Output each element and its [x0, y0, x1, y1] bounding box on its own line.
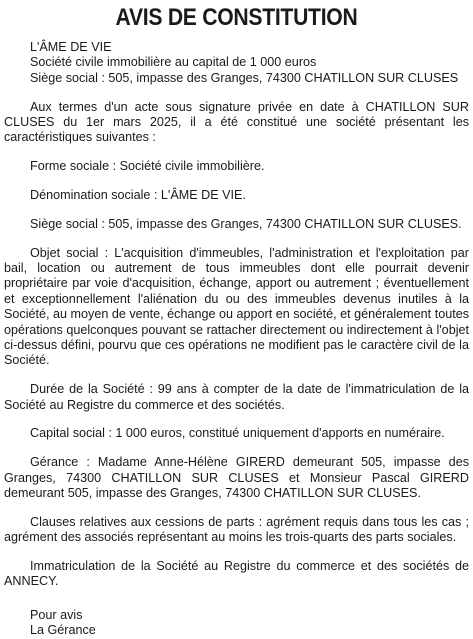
paragraph-immatriculation: Immatriculation de la Société au Registre du commerce et des sociétés de ANNECY.: [4, 559, 469, 589]
paragraph-intro: Aux termes d'un acte sous signature privée en date à CHATILLON SUR CLUSES du 1er mars 2025, il a été constitué une société présentant les caractéristiques suivantes :: [4, 99, 469, 145]
company-name: L'ÂME DE VIE: [30, 40, 112, 54]
company-seat: Siège social : 505, impasse des Granges, 74300 CHATILLON SUR CLUSES: [30, 70, 459, 85]
paragraph-forme-sociale: Forme sociale : Société civile immobilière.: [30, 159, 265, 174]
paragraph-cessions: Clauses relatives aux cessions de parts : agrément requis dans tous les cas ; agrément des associés représentant au moins les trois-quarts des parts sociales.: [4, 514, 469, 545]
paragraph-gerance: Gérance : Madame Anne-Hélène GIRERD demeurant 505, impasse des Granges, 74300 CHATILLON SUR CLUSES et Monsieur Pascal GIRERD demeurant 505, impasse des Granges, 74300 CHATILLON SUR CLUSES.: [4, 455, 469, 501]
notice-body: [4, 40, 469, 639]
company-form-capital: Société civile immobilière au capital de 1 000 euros: [30, 55, 317, 70]
paragraph-duree: Durée de la Société : 99 ans à compter de la date de l'immatriculation de la Société au Registre du commerce et des sociétés.: [4, 382, 469, 412]
paragraph-denomination: Dénomination sociale : L'ÂME DE VIE.: [30, 188, 246, 203]
company-header: [30, 40, 469, 86]
paragraph-siege-social: Siège social : 505, impasse des Granges, 74300 CHATILLON SUR CLUSES.: [30, 216, 462, 231]
signature-line-1: Pour avis: [30, 607, 83, 622]
notice-title: AVIS DE CONSTITUTION: [115, 4, 358, 31]
paragraph-capital: Capital social : 1 000 euros, constitué uniquement d'apports en numéraire.: [30, 426, 445, 441]
signature-line-2: La Gérance: [30, 623, 96, 638]
signature-block: [30, 608, 469, 639]
paragraph-objet-social: Objet social : L'acquisition d'immeubles, l'administration et l'exploitation par bail, location ou autrement de tous immeubles dont elle pourrait devenir propriétaire par voie d'acquisition, échange, apport ou autrement ; éventuellement et exceptionnellement l'aliénation du ou des immeubles devenus inutiles à la Société, au moyen de vente, échange ou apport en société, et généralement toutes opérations quelconques pouvant se rattacher directement ou indirectement à l'objet ci-dessus défini, pourvu que ces opérations ne modifient pas le caractère civil de la Société.: [4, 245, 469, 368]
